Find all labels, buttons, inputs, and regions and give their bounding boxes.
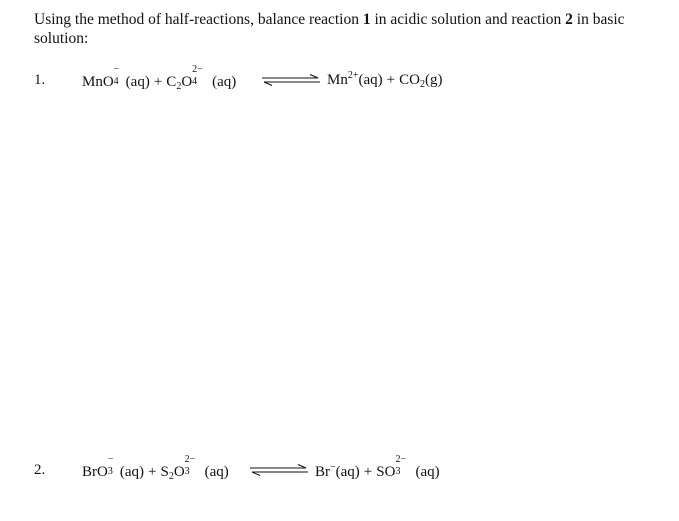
species-permanganate: MnO − 4 (aq) — [82, 64, 150, 90]
products — [327, 72, 442, 89]
species-bromate: BrO − 3 (aq) — [82, 454, 144, 480]
reaction-2-reference: 2 — [565, 11, 573, 28]
plus-sign: + — [153, 74, 163, 90]
products — [315, 454, 440, 481]
species-sulfite: SO 2− 3 (aq) — [376, 454, 440, 480]
instructions-part-1: Using the method of half-reactions, balance reaction — [34, 11, 363, 28]
reactants — [82, 454, 229, 482]
reaction-1 — [34, 64, 664, 92]
plus-sign: + — [363, 464, 373, 480]
plus-sign: + — [386, 72, 396, 88]
equilibrium-arrow-icon — [260, 74, 322, 86]
reaction-1-reference: 1 — [362, 11, 371, 28]
reaction-2 — [34, 454, 664, 482]
plus-sign: + — [148, 464, 157, 480]
reaction-number: 1. — [34, 72, 46, 88]
reaction-number: 2. — [34, 462, 46, 478]
equilibrium-arrow-icon — [248, 464, 310, 476]
instructions-part-3: in basic solution: — [34, 11, 625, 47]
species-thiosulfate: $S_2O$ 2− 3 (aq) — [160, 454, 229, 482]
instructions-text — [34, 10, 659, 48]
species-bromide-ion: Br−(aq) — [315, 462, 360, 480]
species-oxalate: $C_2O$ 2− 4 (aq) — [166, 64, 237, 92]
reactants — [82, 64, 237, 92]
instructions-part-2: in acidic solution and reaction — [370, 11, 566, 28]
species-manganese-ion: $Mn^{2+}(aq)$ — [327, 70, 383, 88]
species-carbon-dioxide: $CO_2(g)$ — [399, 72, 443, 90]
